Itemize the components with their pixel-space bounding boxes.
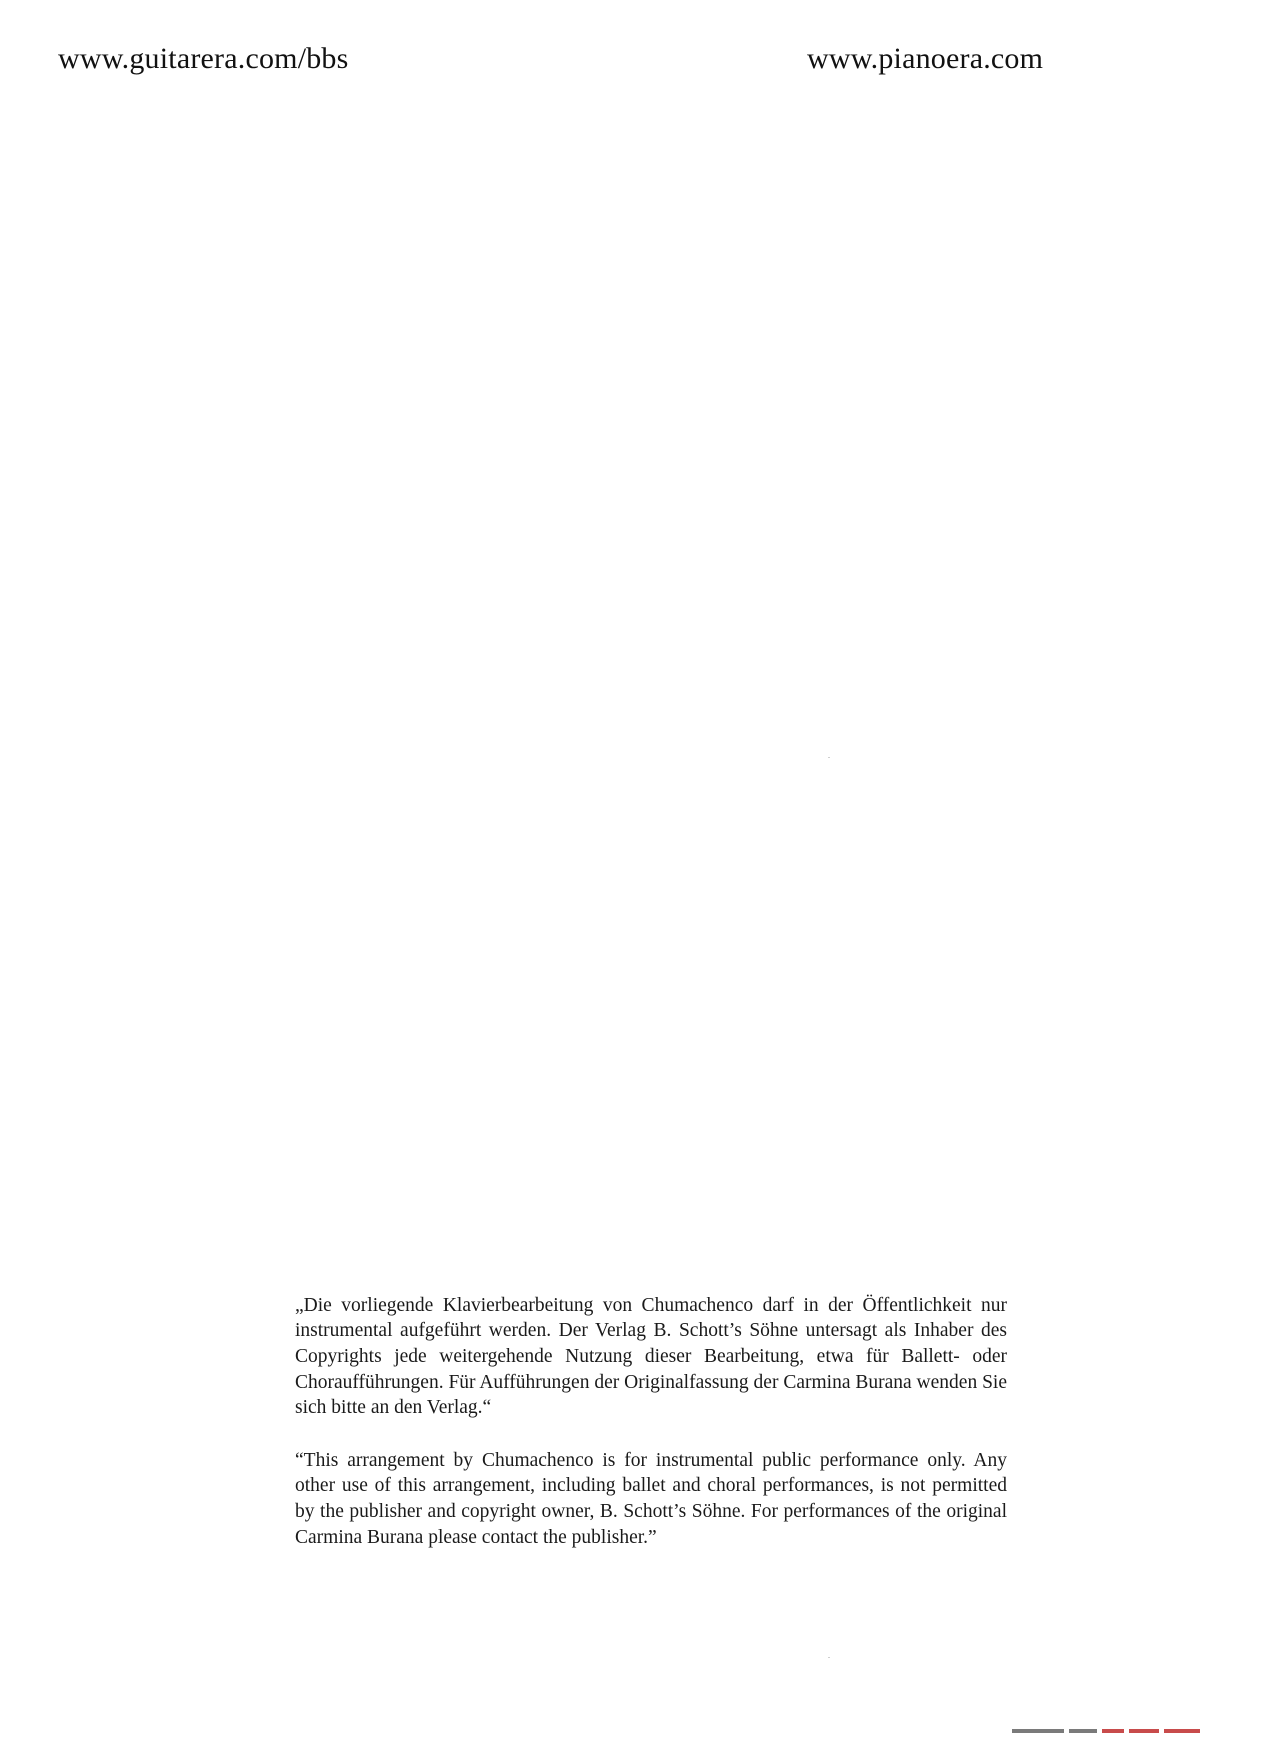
- footer-mark-segment: [1102, 1729, 1124, 1733]
- left-url-watermark: www.guitarera.com/bbs: [58, 42, 349, 75]
- scan-speck: [828, 1657, 830, 1658]
- footer-mark-segment: [1129, 1729, 1159, 1733]
- footer-mark-segment: [1069, 1729, 1097, 1733]
- copyright-notice-english: “This arrangement by Chumachenco is for instrumental public performance only. Any other use of this arrangement, including ballet and choral performances, is not permitted by the publisher and copyright owner, B. Schott’s Söhne. For performances of the original Carmina Burana please contact the publisher.”: [295, 1449, 1007, 1548]
- scan-speck: [828, 757, 830, 758]
- footer-mark-segment: [1164, 1729, 1200, 1733]
- footer-scan-mark: [1012, 1727, 1222, 1735]
- copyright-notice-german: „Die vorliegende Klavierbearbeitung von Chumachenco darf in der Öffentlichkeit nur instrumental aufgeführt werden. Der Verlag B. Schott’s Söhne untersagt als Inhaber des Copyrights jede weitergehende Nutzung dieser Bearbeitung, etwa für Ballett- oder Choraufführungen. Für Aufführungen der Originalfassung der Carmina Burana wenden Sie sich bitte an den Verlag.“: [295, 1294, 1007, 1419]
- footer-mark-segment: [1012, 1729, 1064, 1733]
- right-url-watermark: www.pianoera.com: [807, 42, 1044, 75]
